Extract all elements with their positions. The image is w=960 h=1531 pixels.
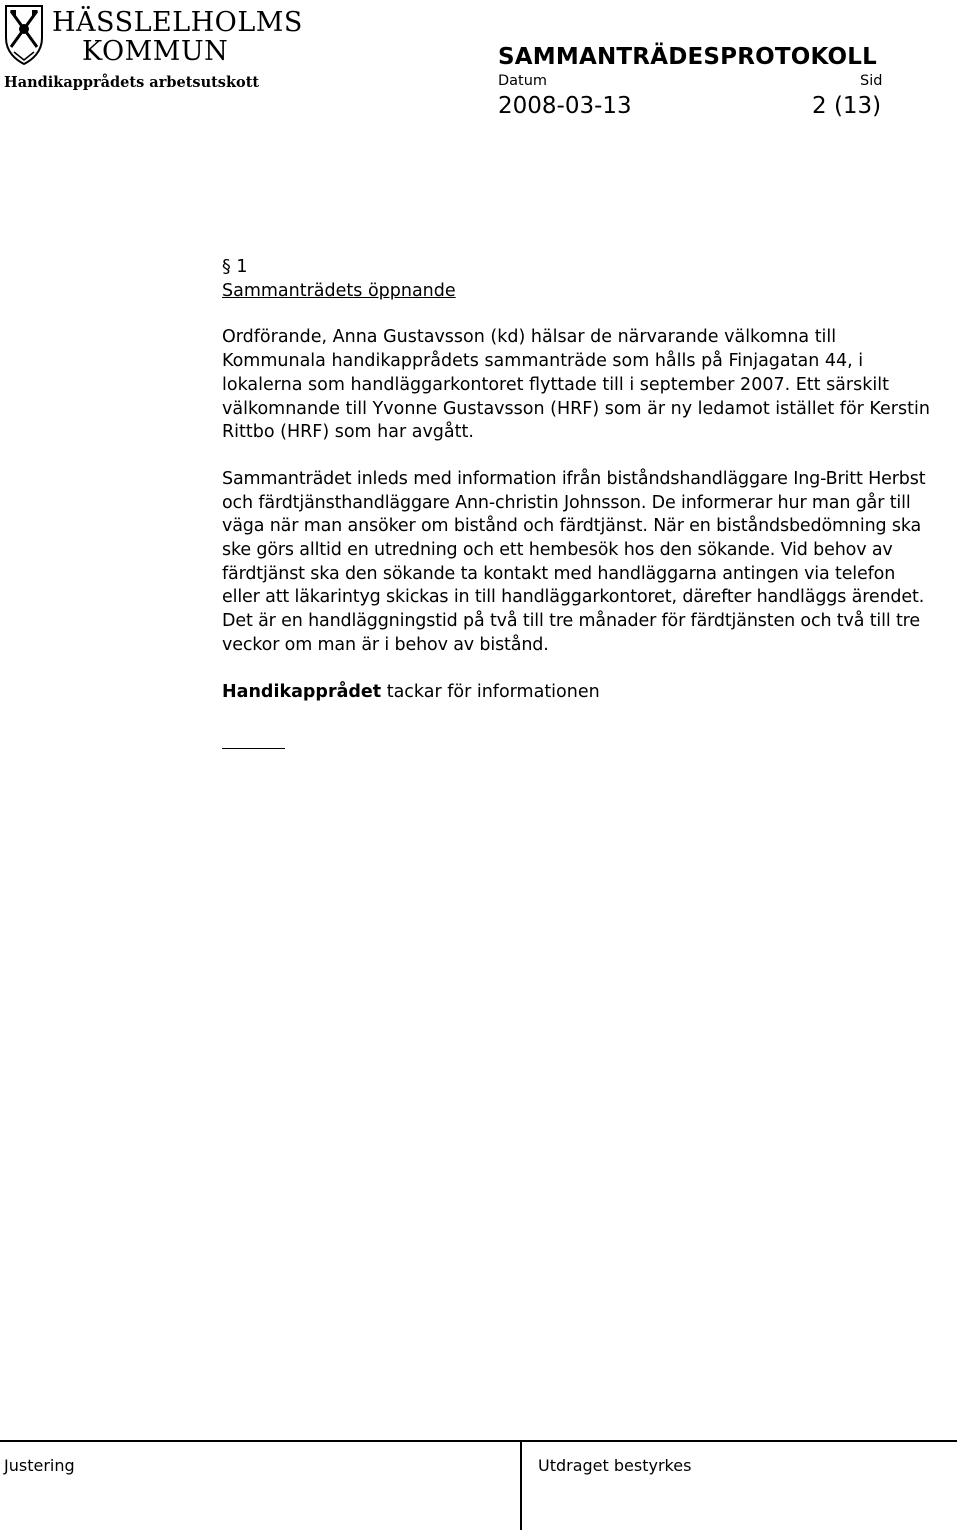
decision-text: tackar för informationen (381, 681, 600, 702)
section-number: § 1 (222, 257, 248, 277)
committee-name: Handikapprådets arbetsutskott (4, 74, 260, 91)
page-number: 2 (13) (812, 93, 882, 119)
municipality-crest-icon (2, 2, 46, 66)
paragraph-information: Sammanträdet inleds med information ifrån biståndshandläggare Ing-Britt Herbst och färdtjänsthandläggare Ann-christin Johnsson. De informerar hur man går till väga när man ansöker om bistånd och färdtjänst. När en biståndsbedömning ska ske görs alltid en utredning och ett hembesök hos den sökande. Vid behov av färdtjänst ska den sökande ta kontakt med handläggarna antingen via telefon eller att läkarintyg skickas in till handläggarkontoret, därefter handläggs ärendet. Det är en handläggningstid på två till tre månader för färdtjänsten och två till tre veckor om man är i behov av bistånd. (222, 468, 926, 655)
decision-statement (222, 681, 932, 705)
footer-divider (520, 1441, 522, 1530)
section-end-rule (222, 748, 285, 749)
date-label: Datum (498, 73, 548, 89)
municipality-name-line1: HÄSSLELHOLMS (52, 7, 303, 38)
section-title: Sammanträdets öppnande (222, 280, 456, 301)
adjustment-label: Justering (4, 1456, 75, 1475)
meeting-date: 2008-03-13 (498, 93, 632, 119)
municipality-name-line2: KOMMUN (82, 36, 229, 67)
minutes-section (222, 254, 932, 704)
municipality-name (52, 8, 303, 66)
decision-body: Handikapprådet (222, 681, 382, 702)
certified-extract-label: Utdraget bestyrkes (538, 1456, 692, 1475)
document-type-title: SAMMANTRÄDESPROTOKOLL (498, 44, 877, 70)
footer-rule (0, 1440, 957, 1442)
paragraph-opening: Ordförande, Anna Gustavsson (kd) hälsar de närvarande välkomna till Kommunala handikapprådets sammanträde som hålls på Finjagatan 44, i lokalerna som handläggarkontoret flyttade till i september 2007. Ett särskilt välkomnande till Yvonne Gustavsson (HRF) som är ny ledamot istället för Kerstin Rittbo (HRF) som har avgått. (222, 327, 930, 443)
page-label: Sid (860, 73, 883, 89)
